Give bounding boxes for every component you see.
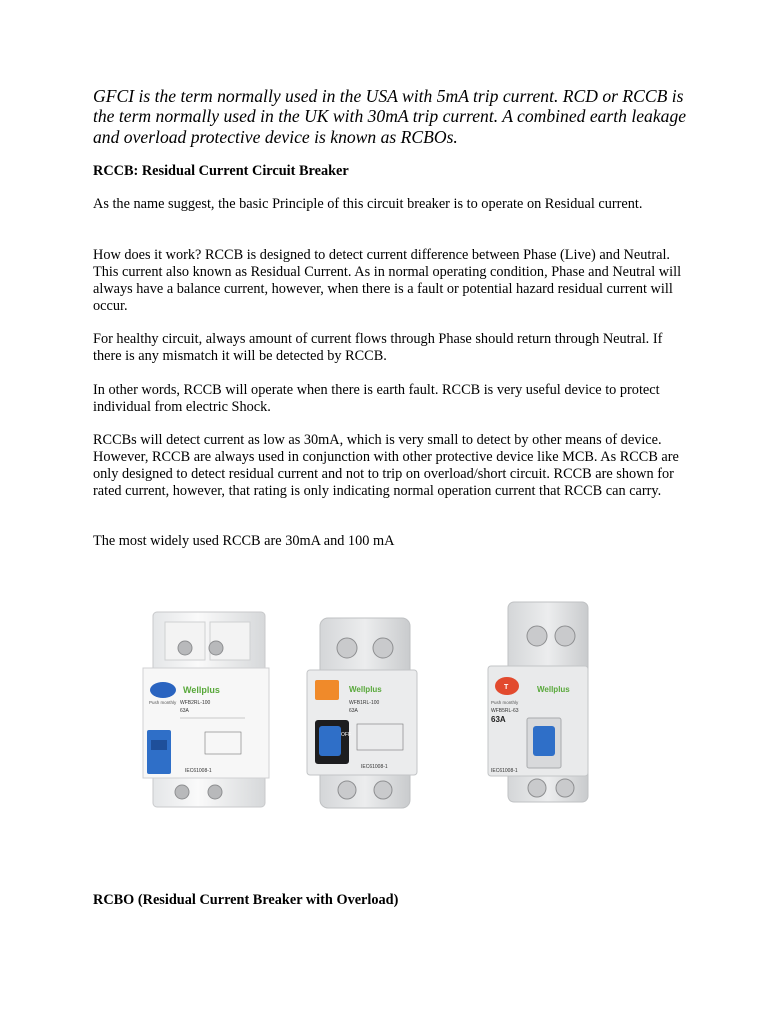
paragraph-6: The most widely used RCCB are 30mA and 100 mA (93, 533, 395, 549)
rccb-device-3 (488, 602, 588, 802)
device-2-lever-label: OFF (341, 732, 351, 738)
rcbo-heading: RCBO (Residual Current Breaker with Overload) (93, 892, 399, 908)
device-1-button-label: Push monthly (149, 700, 177, 705)
device-3-model: WFB5RL-63 (491, 708, 519, 714)
rccb-devices-photo (135, 600, 595, 815)
paragraph-3: For healthy circuit, always amount of current flows through Phase should return through Neutral. If there is any mismatch it will be detected by RCCB. (93, 331, 663, 364)
rccb-heading: RCCB: Residual Current Circuit Breaker (93, 163, 349, 179)
lever-1 (147, 730, 171, 774)
intro-paragraph: GFCI is the term normally used in the USA with 5mA trip current. RCD or RCCB is the term normally used in the UK with 30mA trip current. A combined earth leakage and overload protective device is known as RCBOs. (93, 86, 687, 147)
rccb-device-1 (143, 612, 269, 807)
device-1-standard: IEC61008-1 (185, 768, 212, 774)
device-2-model: WFB1RL-100 (349, 700, 380, 706)
lever-3 (533, 726, 555, 756)
paragraph-2: How does it work? RCCB is designed to detect current difference between Phase (Live) and Neutral. This current also known as Residual Current. As in normal operating condition, Phase and Neutral will always have a balance current, however, when there is a fault or potential hazard residual current will occur. (93, 247, 682, 314)
device-3-rating: 63A (491, 715, 506, 724)
lever-2 (319, 726, 341, 756)
device-2-rating: 63A (349, 708, 358, 714)
device-1-brand: Wellplus (183, 685, 220, 695)
device-2-standard: IEC61008-1 (361, 764, 388, 770)
device-2-brand: Wellplus (349, 685, 382, 694)
paragraph-1: As the name suggest, the basic Principle of this circuit breaker is to operate on Residual current. (93, 196, 643, 212)
device-1-model: WFB2RL-100 (180, 700, 211, 706)
device-3-test-label: T (504, 684, 509, 691)
device-1-rating: 63A (180, 708, 189, 714)
test-button-1 (150, 682, 176, 698)
device-3-standard: IEC61008-1 (491, 768, 518, 774)
device-3-button-label: Push monthly (491, 700, 519, 705)
paragraph-4: In other words, RCCB will operate when there is earth fault. RCCB is very useful device to protect individual from electric Shock. (93, 382, 660, 415)
paragraph-5: RCCBs will detect current as low as 30mA, which is very small to detect by other means of device. However, RCCB are always used in conjunction with other protective device like MCB. As RCCB are only designed to detect residual current and not to trip on overload/short circuit. RCCB are shown for rated current, however, that rating is only indicating normal operation current that RCCB can carry. (93, 432, 679, 499)
device-3-brand: Wellplus (537, 685, 570, 694)
test-button-2 (315, 680, 339, 700)
rccb-device-2 (307, 618, 417, 808)
